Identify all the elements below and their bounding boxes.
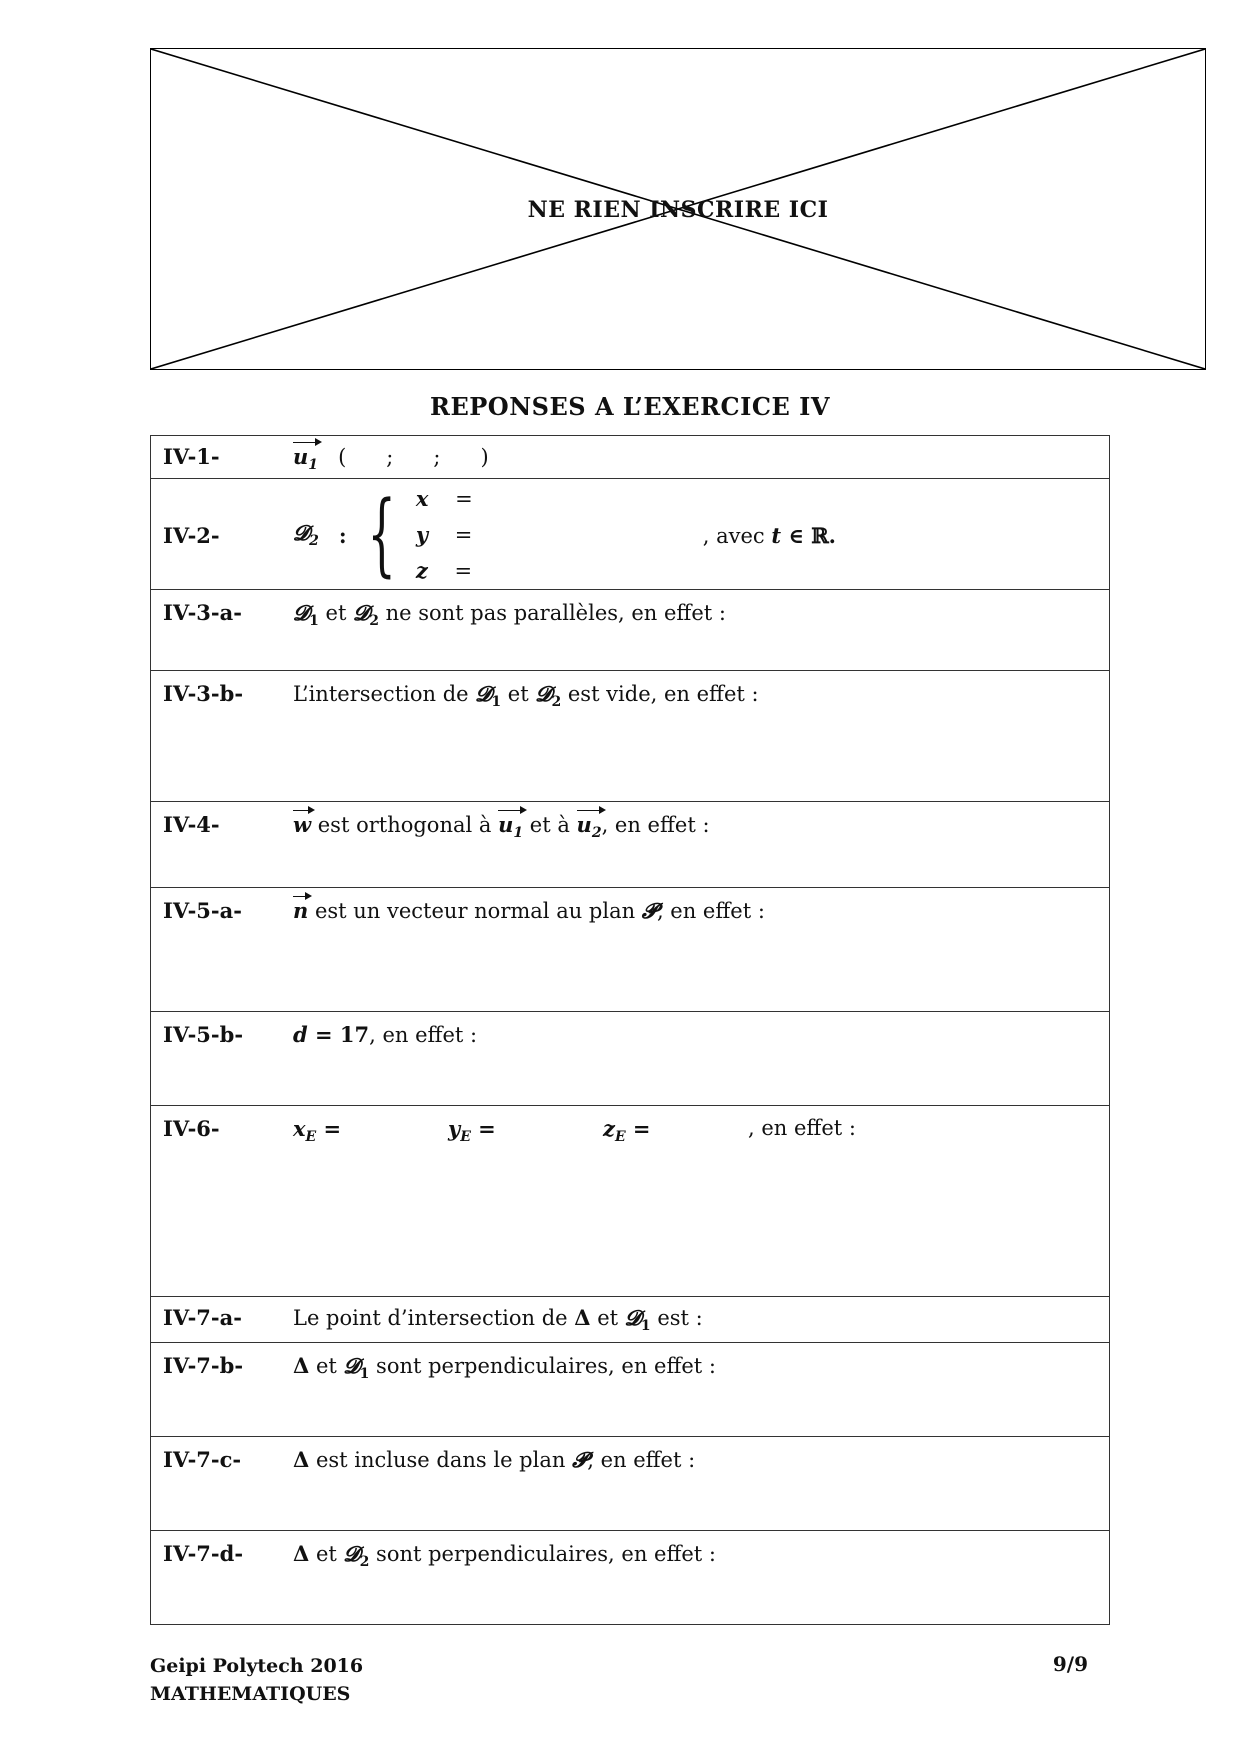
eq-z-equals: = [454,559,473,583]
answer-row-iv-7-b [151,1343,1110,1437]
answers-table [150,435,1110,1625]
question-label: IV-2- [163,522,220,548]
question-text: n est un vecteur normal au plan 𝓟, en effet : [293,898,765,923]
vector-w: w [293,812,312,837]
question-text: w est orthogonal à $u_1$ et à $u_2$, en effet : [293,812,710,842]
vector-u1: $u_1$ [293,444,319,474]
question-text: Δ et 𝓓$_2$ sont perpendiculaires, en effet : [293,1541,716,1571]
answer-cell[interactable] [151,1437,1110,1531]
question-text: Δ et 𝓓$_1$ sont perpendiculaires, en effet : [293,1353,716,1383]
answer-cell[interactable] [151,888,1110,1012]
coord-y-var: y [448,1116,461,1141]
answer-cell[interactable] [151,802,1110,888]
do-not-write-box [150,48,1206,370]
answer-cell[interactable] [151,436,1110,479]
answer-row-iv-7-d [151,1531,1110,1625]
question-text: 𝓓$_1$ et 𝓓$_2$ ne sont pas parallèles, en effet : [293,600,726,630]
footer [150,1652,363,1708]
answer-cell[interactable] [151,671,1110,802]
question-text: Le point d’intersection de Δ et 𝓓$_1$ est : [293,1305,703,1335]
do-not-write-label: NE RIEN INSCRIRE ICI [527,197,829,223]
answer-cell[interactable] [151,1531,1110,1625]
question-label: IV-3-a- [163,600,242,625]
question-label: IV-5-b- [163,1022,244,1047]
answer-cell[interactable] [151,1343,1110,1437]
coord-x-var: x [293,1116,306,1141]
question-label: IV-4- [163,812,220,837]
vector-n: n [293,898,309,923]
answer-cell[interactable] [151,1012,1110,1106]
answer-row-iv-1 [151,436,1110,479]
question-text: L’intersection de 𝓓$_1$ et 𝓓$_2$ est vide, en effet : [293,681,759,711]
line-d2: 𝓓 [293,520,310,546]
answer-row-iv-5-b [151,1012,1110,1106]
colon: : [338,522,347,548]
question-text: d = 17, en effet : [293,1022,478,1047]
param-note: , avec t ∈ ℝ. [702,522,836,548]
page-number: 9/9 [1052,1652,1088,1676]
answer-row-iv-6 [151,1106,1110,1297]
question-label: IV-3-b- [163,681,244,706]
question-label: IV-7-a- [163,1305,242,1330]
eq-y-var: y [415,522,429,547]
question-label: IV-1- [163,444,220,469]
question-label: IV-7-b- [163,1353,244,1378]
answer-row-iv-5-a [151,888,1110,1012]
question-label: IV-7-c- [163,1447,242,1472]
answer-cell[interactable] [151,590,1110,671]
footer-exam-name: Geipi Polytech 2016 [150,1655,364,1677]
eq-z-var: z [415,558,428,583]
coordinates-blank: ( ; ; ) [338,445,489,469]
eq-x-var: x [415,486,429,511]
answer-cell[interactable] [151,1106,1110,1297]
question-text: $x_E$ = $y_E$ = $z_E$ = , en effet : [293,1116,856,1146]
answer-row-iv-7-c [151,1437,1110,1531]
parametric-system: 𝓓$_2$ : { x = y = z = , avec t ∈ ℝ. [293,482,836,587]
question-label: IV-7-d- [163,1541,244,1566]
answer-row-iv-3-a [151,590,1110,671]
vector-u2: $u_2$ [576,812,602,842]
answer-cell[interactable] [151,1297,1110,1343]
eq-x-equals: = [455,487,473,511]
eq-y-equals: = [454,523,473,547]
coord-z-var: z [603,1116,615,1141]
answer-row-iv-2 [151,479,1110,590]
question-label: IV-5-a- [163,898,242,923]
section-title: REPONSES A L’EXERCICE IV [430,392,830,421]
answer-cell[interactable] [151,479,1110,590]
answer-row-iv-4 [151,802,1110,888]
footer-subject: MATHEMATIQUES [150,1683,351,1705]
answer-row-iv-7-a [151,1297,1110,1343]
vector-u1: $u_1$ [498,812,524,842]
answer-row-iv-3-b [151,671,1110,802]
question-label: IV-6- [163,1116,220,1141]
brace-icon: { [366,482,396,587]
question-text: Δ est incluse dans le plan 𝓟, en effet : [293,1447,696,1472]
